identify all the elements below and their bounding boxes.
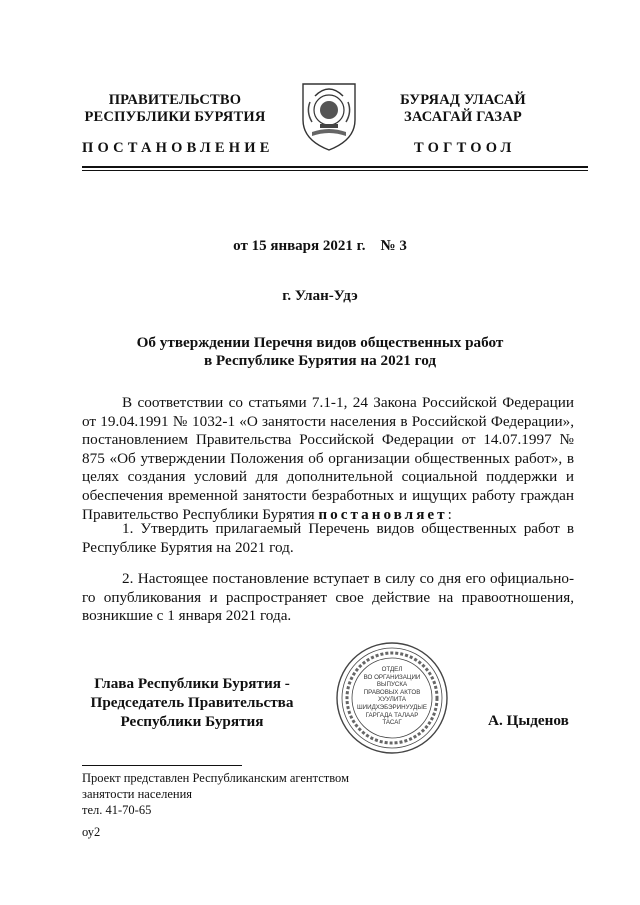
decree-date-number: от 15 января 2021 г. № 3 (233, 238, 407, 254)
body-paragraph-2-text: 1. Утвердить прилагаемый Перечень видов общественных работ в Республике Бурятия на 2021 год. (82, 520, 574, 556)
decree-title-line2: в Республике Бурятия на 2021 год (203, 352, 437, 369)
footer-note (82, 770, 442, 818)
official-stamp-seal (334, 640, 450, 756)
stamp-text-line8: ТАСАГ (382, 719, 402, 727)
gov-name-ru-line2: РЕСПУБЛИКИ БУРЯТИЯ (84, 109, 266, 125)
signatory-position-line3: Республики Бурятия (120, 713, 264, 730)
doc-type-bur: ТОГТООЛ (414, 140, 516, 156)
footer-rule (82, 765, 242, 766)
gov-name-ru-line1: ПРАВИТЕЛЬСТВО (108, 92, 242, 108)
signatory-position-line1: Глава Республики Бурятия - (94, 675, 290, 692)
doc-type-ru: ПОСТАНОВЛЕНИЕ (82, 140, 274, 156)
stamp-text-line2: ВО ОРГАНИЗАЦИИ (363, 673, 421, 681)
decree-city: г. Улан-Удэ (282, 288, 358, 304)
signatory-name: А. Цыденов (488, 712, 569, 729)
stamp-text-line3: ВЫПУСКА (376, 681, 408, 689)
stamp-text-line7: ГАРГАДА ТАЛААР (365, 711, 419, 719)
footer-code: оу2 (82, 825, 101, 839)
gov-name-bur-line1: БУРЯАД УЛАСАЙ (400, 92, 526, 108)
body-paragraph-3-text: 2. Настоящее постановление вступает в силу со дня его официального опубликования и распространяет свое действие на правоотношения, возникшие с 1 января 2021 года. (82, 570, 574, 625)
body-paragraph-2 (82, 520, 574, 557)
stamp-text-line4: ПРАВОВЫХ АКТОВ (363, 688, 421, 696)
header-rule-thick (82, 166, 588, 168)
stamp-text (352, 666, 432, 727)
header-rule-thin (82, 170, 588, 171)
footer-note-line1: Проект представлен Республиканским агентством (82, 771, 349, 785)
body-paragraph-1-end: : (447, 505, 452, 523)
gov-name-ru (82, 92, 268, 126)
body-paragraph-1 (82, 394, 574, 524)
stamp-text-line5: ХУУЛИТА (378, 696, 406, 704)
stamp-text-line6: ШИИДХЭБЭРИНУУДЫЕ (357, 703, 427, 711)
signatory-position-line2: Председатель Правительства (90, 694, 294, 711)
decree-title-line1: Об утверждении Перечня видов общественных работ (136, 334, 504, 351)
gov-name-bur (383, 92, 543, 126)
stamp-text-line1: ОТДЕЛ (381, 666, 403, 673)
body-paragraph-1-verb: постановляет (318, 505, 448, 523)
coat-of-arms-icon (298, 78, 360, 154)
signatory-position (82, 674, 302, 731)
body-paragraph-1-text: В соответствии со статьями 7.1-1, 24 Закона Российской Федерации от 19.04.1991 № 1032-1 «О занятости населения в Российской Федерации», постановлением Правительства Российской Федерации от 14.07.1997 № 875 «Об утверждении Положения об организации общественных работ», в целях создания условий для дополнительной социальной поддержки и обеспечения временной занятости безработных и ищущих работу граждан Правительство Республики Бурятия (82, 394, 574, 523)
body-paragraph-3 (82, 570, 574, 626)
footer-note-line2: занятости населения (82, 787, 193, 801)
decree-title (0, 334, 640, 370)
footer-note-line3: тел. 41-70-65 (82, 803, 152, 817)
gov-name-bur-line2: ЗАСАГАЙ ГАЗАР (404, 109, 522, 125)
